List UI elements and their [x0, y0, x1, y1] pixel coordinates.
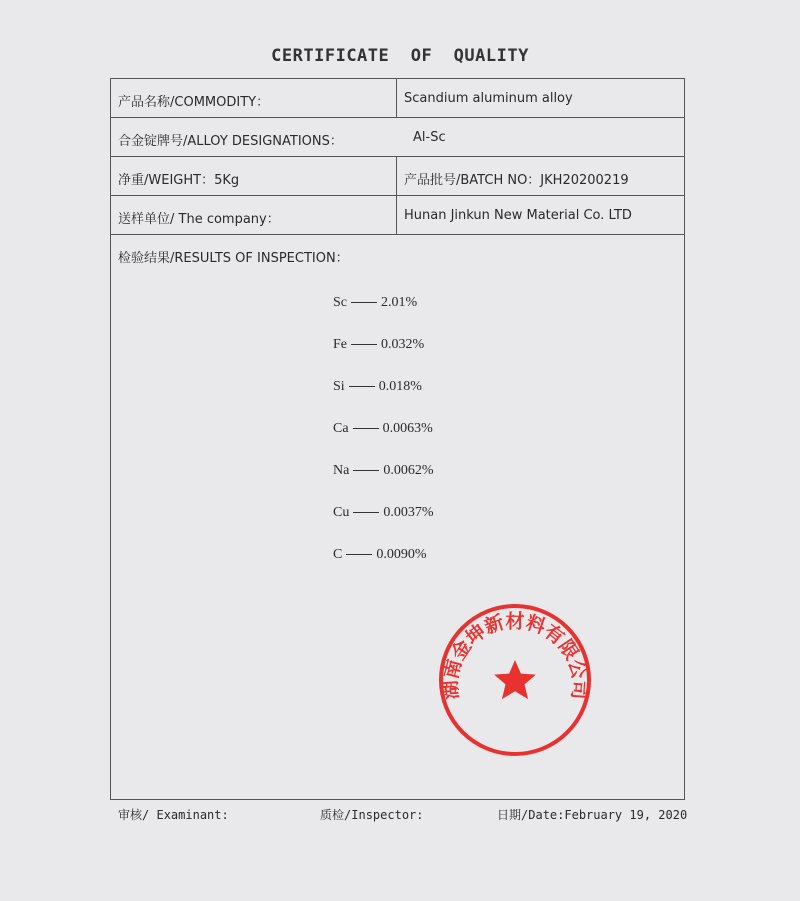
company-seal	[435, 600, 595, 760]
weight-label: 净重/WEIGHT：5Kg	[118, 173, 240, 188]
dash-line	[353, 428, 379, 429]
result-element: Ca	[333, 421, 349, 436]
result-element: Na	[333, 463, 350, 478]
result-row	[333, 378, 434, 420]
alloy-value: Al-Sc	[413, 130, 446, 145]
company-label: 送样单位/ The company：	[118, 212, 280, 227]
result-value: 2.01%	[381, 295, 418, 310]
inspector-field: 质检/Inspector:	[320, 808, 424, 822]
result-element: Sc	[333, 295, 347, 310]
dash-line	[351, 344, 377, 345]
result-element: Cu	[333, 505, 350, 520]
row-divider	[111, 195, 684, 196]
dash-line	[353, 470, 379, 471]
result-row	[333, 504, 434, 546]
result-element: Si	[333, 379, 345, 394]
column-divider	[396, 156, 397, 234]
column-divider	[396, 79, 397, 117]
result-value: 0.032%	[381, 337, 425, 352]
certificate-title: CERTIFICATE OF QUALITY	[271, 46, 529, 66]
alloy-label: 合金锭牌号/ALLOY DESIGNATIONS：	[118, 134, 343, 149]
inspection-results	[333, 294, 434, 588]
date-field: 日期/Date:February 19, 2020	[497, 808, 688, 822]
company-value: Hunan Jinkun New Material Co. LTD	[404, 208, 632, 223]
examinant-field: 审核/ Examinant:	[118, 808, 229, 822]
result-value: 0.0037%	[383, 505, 434, 520]
result-row	[333, 336, 434, 378]
result-element: C	[333, 547, 343, 562]
result-row	[333, 294, 434, 336]
result-value: 0.0063%	[382, 421, 433, 436]
seal-text: 湖南金坤新材料有限公司	[439, 610, 591, 701]
dash-line	[353, 512, 379, 513]
result-value: 0.0062%	[383, 463, 434, 478]
row-divider	[111, 156, 684, 157]
row-divider	[111, 117, 684, 118]
dash-line	[351, 302, 377, 303]
result-element: Fe	[333, 337, 347, 352]
result-value: 0.018%	[378, 379, 422, 394]
result-row	[333, 420, 434, 462]
results-label: 检验结果/RESULTS OF INSPECTION：	[118, 251, 349, 266]
commodity-value: Scandium aluminum alloy	[404, 91, 573, 106]
row-divider	[111, 234, 684, 235]
result-row	[333, 546, 434, 588]
commodity-label: 产品名称/COMMODITY：	[118, 95, 270, 110]
certificate-table	[110, 78, 685, 800]
dash-line	[346, 554, 372, 555]
seal-star-icon	[494, 660, 536, 699]
batch-label: 产品批号/BATCH NO：JKH20200219	[404, 173, 629, 188]
dash-line	[349, 386, 375, 387]
result-value: 0.0090%	[376, 547, 427, 562]
result-row	[333, 462, 434, 504]
